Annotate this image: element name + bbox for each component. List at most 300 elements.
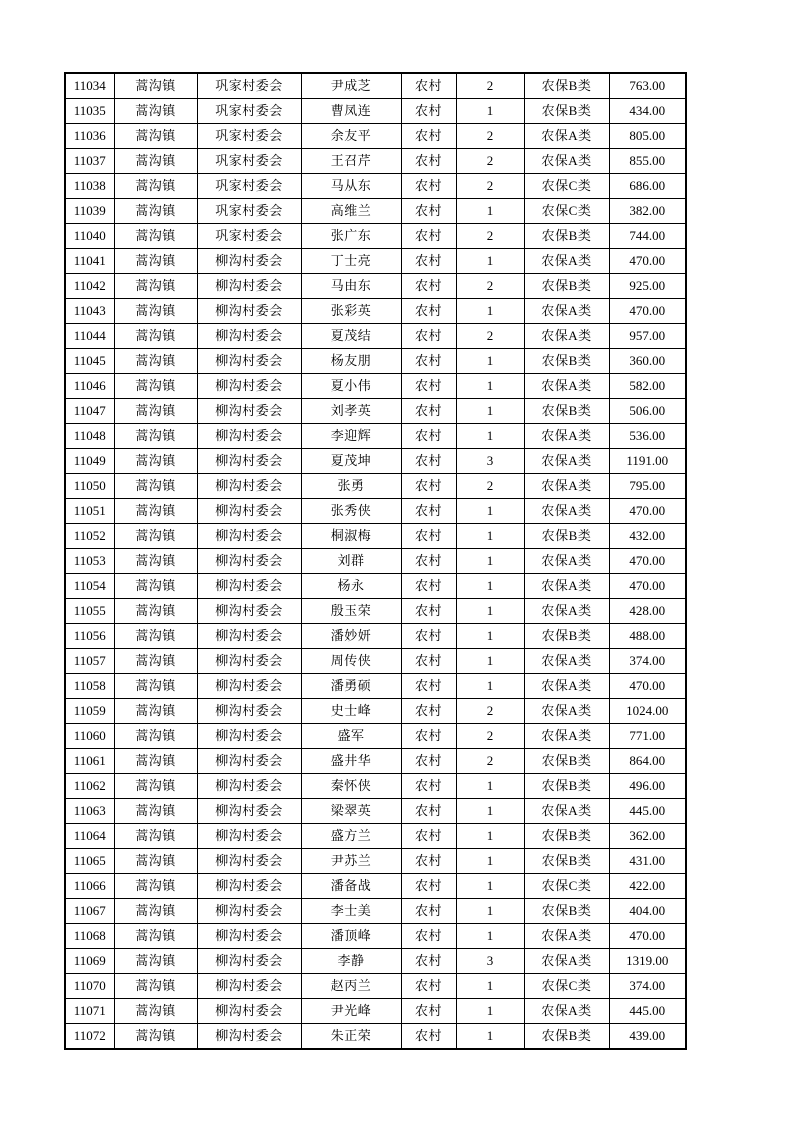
cell-person-count: 1 [456,649,524,674]
cell-village-committee: 柳沟村委会 [197,374,301,399]
cell-amount: 925.00 [609,274,686,299]
cell-insurance-category: 农保A类 [524,999,609,1024]
cell-village-committee: 柳沟村委会 [197,499,301,524]
cell-amount: 795.00 [609,474,686,499]
cell-village-committee: 柳沟村委会 [197,599,301,624]
cell-town: 蒿沟镇 [114,249,197,274]
cell-insurance-category: 农保B类 [524,749,609,774]
cell-village-committee: 柳沟村委会 [197,449,301,474]
cell-town: 蒿沟镇 [114,899,197,924]
cell-person-count: 2 [456,474,524,499]
cell-insurance-category: 农保A类 [524,449,609,474]
cell-serial-number: 11062 [65,774,114,799]
cell-person-name: 夏茂结 [301,324,401,349]
cell-insurance-category: 农保A类 [524,724,609,749]
cell-person-count: 1 [456,499,524,524]
cell-person-name: 刘群 [301,549,401,574]
cell-amount: 439.00 [609,1024,686,1050]
cell-person-count: 1 [456,399,524,424]
cell-amount: 805.00 [609,124,686,149]
table-row [65,274,686,299]
cell-residence-type: 农村 [401,724,456,749]
table-row [65,199,686,224]
cell-town: 蒿沟镇 [114,799,197,824]
cell-insurance-category: 农保B类 [524,774,609,799]
cell-town: 蒿沟镇 [114,624,197,649]
cell-residence-type: 农村 [401,524,456,549]
cell-town: 蒿沟镇 [114,99,197,124]
cell-village-committee: 柳沟村委会 [197,399,301,424]
cell-amount: 362.00 [609,824,686,849]
cell-insurance-category: 农保A类 [524,424,609,449]
cell-village-committee: 巩家村委会 [197,73,301,99]
cell-residence-type: 农村 [401,224,456,249]
cell-insurance-category: 农保A类 [524,799,609,824]
cell-insurance-category: 农保A类 [524,249,609,274]
cell-person-count: 1 [456,974,524,999]
cell-residence-type: 农村 [401,824,456,849]
cell-insurance-category: 农保A类 [524,124,609,149]
cell-amount: 470.00 [609,924,686,949]
cell-village-committee: 柳沟村委会 [197,299,301,324]
cell-town: 蒿沟镇 [114,649,197,674]
cell-serial-number: 11034 [65,73,114,99]
cell-insurance-category: 农保A类 [524,324,609,349]
cell-residence-type: 农村 [401,424,456,449]
cell-insurance-category: 农保A类 [524,674,609,699]
cell-village-committee: 巩家村委会 [197,224,301,249]
cell-person-count: 1 [456,524,524,549]
cell-serial-number: 11056 [65,624,114,649]
cell-village-committee: 柳沟村委会 [197,749,301,774]
table-row [65,1024,686,1050]
cell-town: 蒿沟镇 [114,199,197,224]
cell-insurance-category: 农保C类 [524,974,609,999]
cell-person-count: 1 [456,424,524,449]
cell-insurance-category: 农保A类 [524,474,609,499]
cell-person-name: 潘勇硕 [301,674,401,699]
cell-amount: 470.00 [609,574,686,599]
cell-village-committee: 巩家村委会 [197,174,301,199]
cell-person-count: 2 [456,699,524,724]
table-row [65,974,686,999]
table-row [65,899,686,924]
cell-person-count: 1 [456,849,524,874]
cell-residence-type: 农村 [401,974,456,999]
cell-village-committee: 柳沟村委会 [197,899,301,924]
table-row [65,524,686,549]
cell-amount: 374.00 [609,974,686,999]
cell-person-name: 夏小伟 [301,374,401,399]
cell-town: 蒿沟镇 [114,174,197,199]
table-row [65,449,686,474]
cell-amount: 763.00 [609,73,686,99]
table-row [65,224,686,249]
cell-town: 蒿沟镇 [114,924,197,949]
cell-town: 蒿沟镇 [114,299,197,324]
cell-village-committee: 柳沟村委会 [197,524,301,549]
cell-amount: 496.00 [609,774,686,799]
cell-person-name: 余友平 [301,124,401,149]
cell-village-committee: 柳沟村委会 [197,974,301,999]
cell-person-count: 2 [456,73,524,99]
cell-person-name: 马由东 [301,274,401,299]
cell-serial-number: 11043 [65,299,114,324]
cell-person-name: 高维兰 [301,199,401,224]
table-row [65,574,686,599]
cell-town: 蒿沟镇 [114,849,197,874]
cell-person-name: 潘备战 [301,874,401,899]
cell-amount: 855.00 [609,149,686,174]
cell-town: 蒿沟镇 [114,999,197,1024]
cell-residence-type: 农村 [401,949,456,974]
cell-person-count: 1 [456,799,524,824]
cell-residence-type: 农村 [401,349,456,374]
table-row [65,824,686,849]
cell-village-committee: 柳沟村委会 [197,849,301,874]
cell-serial-number: 11060 [65,724,114,749]
cell-person-name: 张广东 [301,224,401,249]
cell-person-name: 潘妙妍 [301,624,401,649]
cell-amount: 434.00 [609,99,686,124]
cell-amount: 1191.00 [609,449,686,474]
cell-person-name: 殷玉荣 [301,599,401,624]
table-row [65,674,686,699]
cell-insurance-category: 农保A类 [524,924,609,949]
cell-insurance-category: 农保A类 [524,499,609,524]
cell-person-name: 李士美 [301,899,401,924]
cell-village-committee: 柳沟村委会 [197,674,301,699]
cell-residence-type: 农村 [401,549,456,574]
cell-person-count: 2 [456,224,524,249]
cell-village-committee: 柳沟村委会 [197,799,301,824]
table-row [65,149,686,174]
cell-person-count: 2 [456,174,524,199]
cell-village-committee: 柳沟村委会 [197,324,301,349]
table-row [65,99,686,124]
cell-person-name: 曹凤连 [301,99,401,124]
cell-person-name: 尹苏兰 [301,849,401,874]
cell-person-name: 朱正荣 [301,1024,401,1050]
cell-serial-number: 11068 [65,924,114,949]
cell-person-count: 1 [456,374,524,399]
cell-town: 蒿沟镇 [114,274,197,299]
cell-person-name: 盛方兰 [301,824,401,849]
cell-serial-number: 11057 [65,649,114,674]
cell-residence-type: 农村 [401,174,456,199]
cell-person-name: 杨友朋 [301,349,401,374]
cell-serial-number: 11038 [65,174,114,199]
cell-insurance-category: 农保A类 [524,699,609,724]
cell-serial-number: 11051 [65,499,114,524]
cell-insurance-category: 农保B类 [524,899,609,924]
cell-serial-number: 11050 [65,474,114,499]
cell-residence-type: 农村 [401,73,456,99]
cell-person-count: 1 [456,549,524,574]
cell-residence-type: 农村 [401,999,456,1024]
cell-residence-type: 农村 [401,399,456,424]
table-row [65,924,686,949]
cell-person-name: 刘孝英 [301,399,401,424]
cell-person-count: 2 [456,124,524,149]
cell-amount: 382.00 [609,199,686,224]
cell-serial-number: 11061 [65,749,114,774]
cell-town: 蒿沟镇 [114,674,197,699]
cell-serial-number: 11037 [65,149,114,174]
cell-person-name: 桐淑梅 [301,524,401,549]
cell-serial-number: 11055 [65,599,114,624]
cell-residence-type: 农村 [401,899,456,924]
cell-town: 蒿沟镇 [114,474,197,499]
cell-serial-number: 11059 [65,699,114,724]
table-row [65,999,686,1024]
cell-serial-number: 11064 [65,824,114,849]
cell-residence-type: 农村 [401,124,456,149]
cell-person-count: 3 [456,949,524,974]
cell-residence-type: 农村 [401,799,456,824]
cell-town: 蒿沟镇 [114,824,197,849]
cell-residence-type: 农村 [401,249,456,274]
cell-insurance-category: 农保C类 [524,874,609,899]
cell-amount: 445.00 [609,999,686,1024]
cell-residence-type: 农村 [401,1024,456,1050]
cell-residence-type: 农村 [401,924,456,949]
cell-amount: 864.00 [609,749,686,774]
cell-person-name: 王召芹 [301,149,401,174]
cell-insurance-category: 农保A类 [524,649,609,674]
table-row [65,599,686,624]
table-row [65,549,686,574]
cell-serial-number: 11067 [65,899,114,924]
table-row [65,399,686,424]
cell-insurance-category: 农保B类 [524,1024,609,1050]
cell-residence-type: 农村 [401,574,456,599]
cell-town: 蒿沟镇 [114,699,197,724]
cell-residence-type: 农村 [401,849,456,874]
cell-village-committee: 巩家村委会 [197,99,301,124]
cell-town: 蒿沟镇 [114,324,197,349]
cell-town: 蒿沟镇 [114,424,197,449]
table-row [65,424,686,449]
cell-person-name: 盛井华 [301,749,401,774]
cell-person-count: 1 [456,574,524,599]
cell-residence-type: 农村 [401,599,456,624]
cell-person-count: 1 [456,924,524,949]
cell-town: 蒿沟镇 [114,224,197,249]
cell-person-count: 1 [456,624,524,649]
cell-residence-type: 农村 [401,749,456,774]
cell-person-name: 张彩英 [301,299,401,324]
cell-village-committee: 柳沟村委会 [197,949,301,974]
table-row [65,699,686,724]
table-row [65,499,686,524]
cell-insurance-category: 农保B类 [524,99,609,124]
cell-village-committee: 巩家村委会 [197,149,301,174]
cell-amount: 506.00 [609,399,686,424]
cell-village-committee: 巩家村委会 [197,199,301,224]
cell-person-count: 1 [456,349,524,374]
cell-residence-type: 农村 [401,449,456,474]
cell-town: 蒿沟镇 [114,599,197,624]
cell-amount: 470.00 [609,299,686,324]
cell-residence-type: 农村 [401,299,456,324]
cell-amount: 432.00 [609,524,686,549]
cell-amount: 582.00 [609,374,686,399]
cell-person-count: 1 [456,824,524,849]
cell-insurance-category: 农保B类 [524,399,609,424]
cell-residence-type: 农村 [401,774,456,799]
cell-village-committee: 柳沟村委会 [197,274,301,299]
cell-amount: 445.00 [609,799,686,824]
cell-insurance-category: 农保B类 [524,624,609,649]
cell-person-name: 史士峰 [301,699,401,724]
cell-residence-type: 农村 [401,499,456,524]
cell-person-name: 周传侠 [301,649,401,674]
cell-town: 蒿沟镇 [114,73,197,99]
cell-person-name: 赵丙兰 [301,974,401,999]
cell-serial-number: 11072 [65,1024,114,1050]
cell-residence-type: 农村 [401,99,456,124]
cell-serial-number: 11036 [65,124,114,149]
cell-insurance-category: 农保A类 [524,299,609,324]
cell-village-committee: 柳沟村委会 [197,874,301,899]
cell-person-name: 马从东 [301,174,401,199]
cell-insurance-category: 农保C类 [524,199,609,224]
cell-person-count: 2 [456,324,524,349]
cell-amount: 957.00 [609,324,686,349]
cell-town: 蒿沟镇 [114,374,197,399]
cell-serial-number: 11054 [65,574,114,599]
cell-amount: 404.00 [609,899,686,924]
table-row [65,374,686,399]
cell-amount: 470.00 [609,549,686,574]
cell-village-committee: 巩家村委会 [197,124,301,149]
cell-town: 蒿沟镇 [114,124,197,149]
cell-person-count: 2 [456,274,524,299]
table-row [65,874,686,899]
table-row [65,724,686,749]
cell-person-name: 盛军 [301,724,401,749]
cell-person-count: 1 [456,674,524,699]
cell-village-committee: 柳沟村委会 [197,924,301,949]
cell-town: 蒿沟镇 [114,1024,197,1050]
cell-amount: 374.00 [609,649,686,674]
cell-amount: 1319.00 [609,949,686,974]
cell-serial-number: 11035 [65,99,114,124]
cell-person-count: 1 [456,999,524,1024]
cell-village-committee: 柳沟村委会 [197,549,301,574]
table-row [65,174,686,199]
cell-village-committee: 柳沟村委会 [197,999,301,1024]
cell-person-count: 1 [456,899,524,924]
cell-insurance-category: 农保C类 [524,174,609,199]
cell-serial-number: 11071 [65,999,114,1024]
cell-person-count: 1 [456,874,524,899]
records-table [64,72,687,1050]
cell-person-count: 1 [456,99,524,124]
cell-person-count: 2 [456,724,524,749]
cell-person-name: 潘顶峰 [301,924,401,949]
table-row [65,299,686,324]
cell-person-name: 张秀侠 [301,499,401,524]
cell-person-count: 1 [456,299,524,324]
cell-town: 蒿沟镇 [114,574,197,599]
cell-residence-type: 农村 [401,699,456,724]
cell-amount: 470.00 [609,674,686,699]
cell-insurance-category: 农保B类 [524,73,609,99]
cell-town: 蒿沟镇 [114,349,197,374]
cell-serial-number: 11049 [65,449,114,474]
cell-person-count: 1 [456,599,524,624]
cell-village-committee: 柳沟村委会 [197,424,301,449]
cell-village-committee: 柳沟村委会 [197,649,301,674]
cell-insurance-category: 农保A类 [524,949,609,974]
cell-town: 蒿沟镇 [114,399,197,424]
cell-insurance-category: 农保A类 [524,549,609,574]
cell-person-count: 1 [456,1024,524,1050]
cell-person-count: 1 [456,249,524,274]
table-row [65,124,686,149]
cell-town: 蒿沟镇 [114,874,197,899]
cell-person-count: 2 [456,149,524,174]
cell-town: 蒿沟镇 [114,974,197,999]
cell-person-count: 1 [456,199,524,224]
cell-amount: 686.00 [609,174,686,199]
cell-residence-type: 农村 [401,649,456,674]
cell-village-committee: 柳沟村委会 [197,574,301,599]
cell-amount: 488.00 [609,624,686,649]
table-row [65,649,686,674]
cell-residence-type: 农村 [401,374,456,399]
cell-town: 蒿沟镇 [114,524,197,549]
cell-serial-number: 11044 [65,324,114,349]
cell-town: 蒿沟镇 [114,499,197,524]
cell-person-name: 丁士亮 [301,249,401,274]
cell-insurance-category: 农保A类 [524,374,609,399]
table-row [65,624,686,649]
cell-village-committee: 柳沟村委会 [197,249,301,274]
table-row [65,774,686,799]
cell-person-count: 3 [456,449,524,474]
cell-insurance-category: 农保B类 [524,849,609,874]
table-row [65,849,686,874]
cell-village-committee: 柳沟村委会 [197,824,301,849]
cell-town: 蒿沟镇 [114,549,197,574]
cell-amount: 431.00 [609,849,686,874]
cell-person-name: 梁翠英 [301,799,401,824]
cell-insurance-category: 农保A类 [524,599,609,624]
cell-serial-number: 11066 [65,874,114,899]
cell-serial-number: 11052 [65,524,114,549]
cell-serial-number: 11069 [65,949,114,974]
table-row [65,249,686,274]
cell-residence-type: 农村 [401,199,456,224]
cell-insurance-category: 农保B类 [524,824,609,849]
cell-person-count: 1 [456,774,524,799]
cell-village-committee: 柳沟村委会 [197,1024,301,1050]
cell-serial-number: 11063 [65,799,114,824]
cell-town: 蒿沟镇 [114,949,197,974]
cell-serial-number: 11040 [65,224,114,249]
table-row [65,749,686,774]
cell-insurance-category: 农保B类 [524,524,609,549]
cell-amount: 744.00 [609,224,686,249]
cell-serial-number: 11048 [65,424,114,449]
cell-person-name: 秦怀侠 [301,774,401,799]
cell-serial-number: 11039 [65,199,114,224]
cell-town: 蒿沟镇 [114,449,197,474]
table-row [65,949,686,974]
